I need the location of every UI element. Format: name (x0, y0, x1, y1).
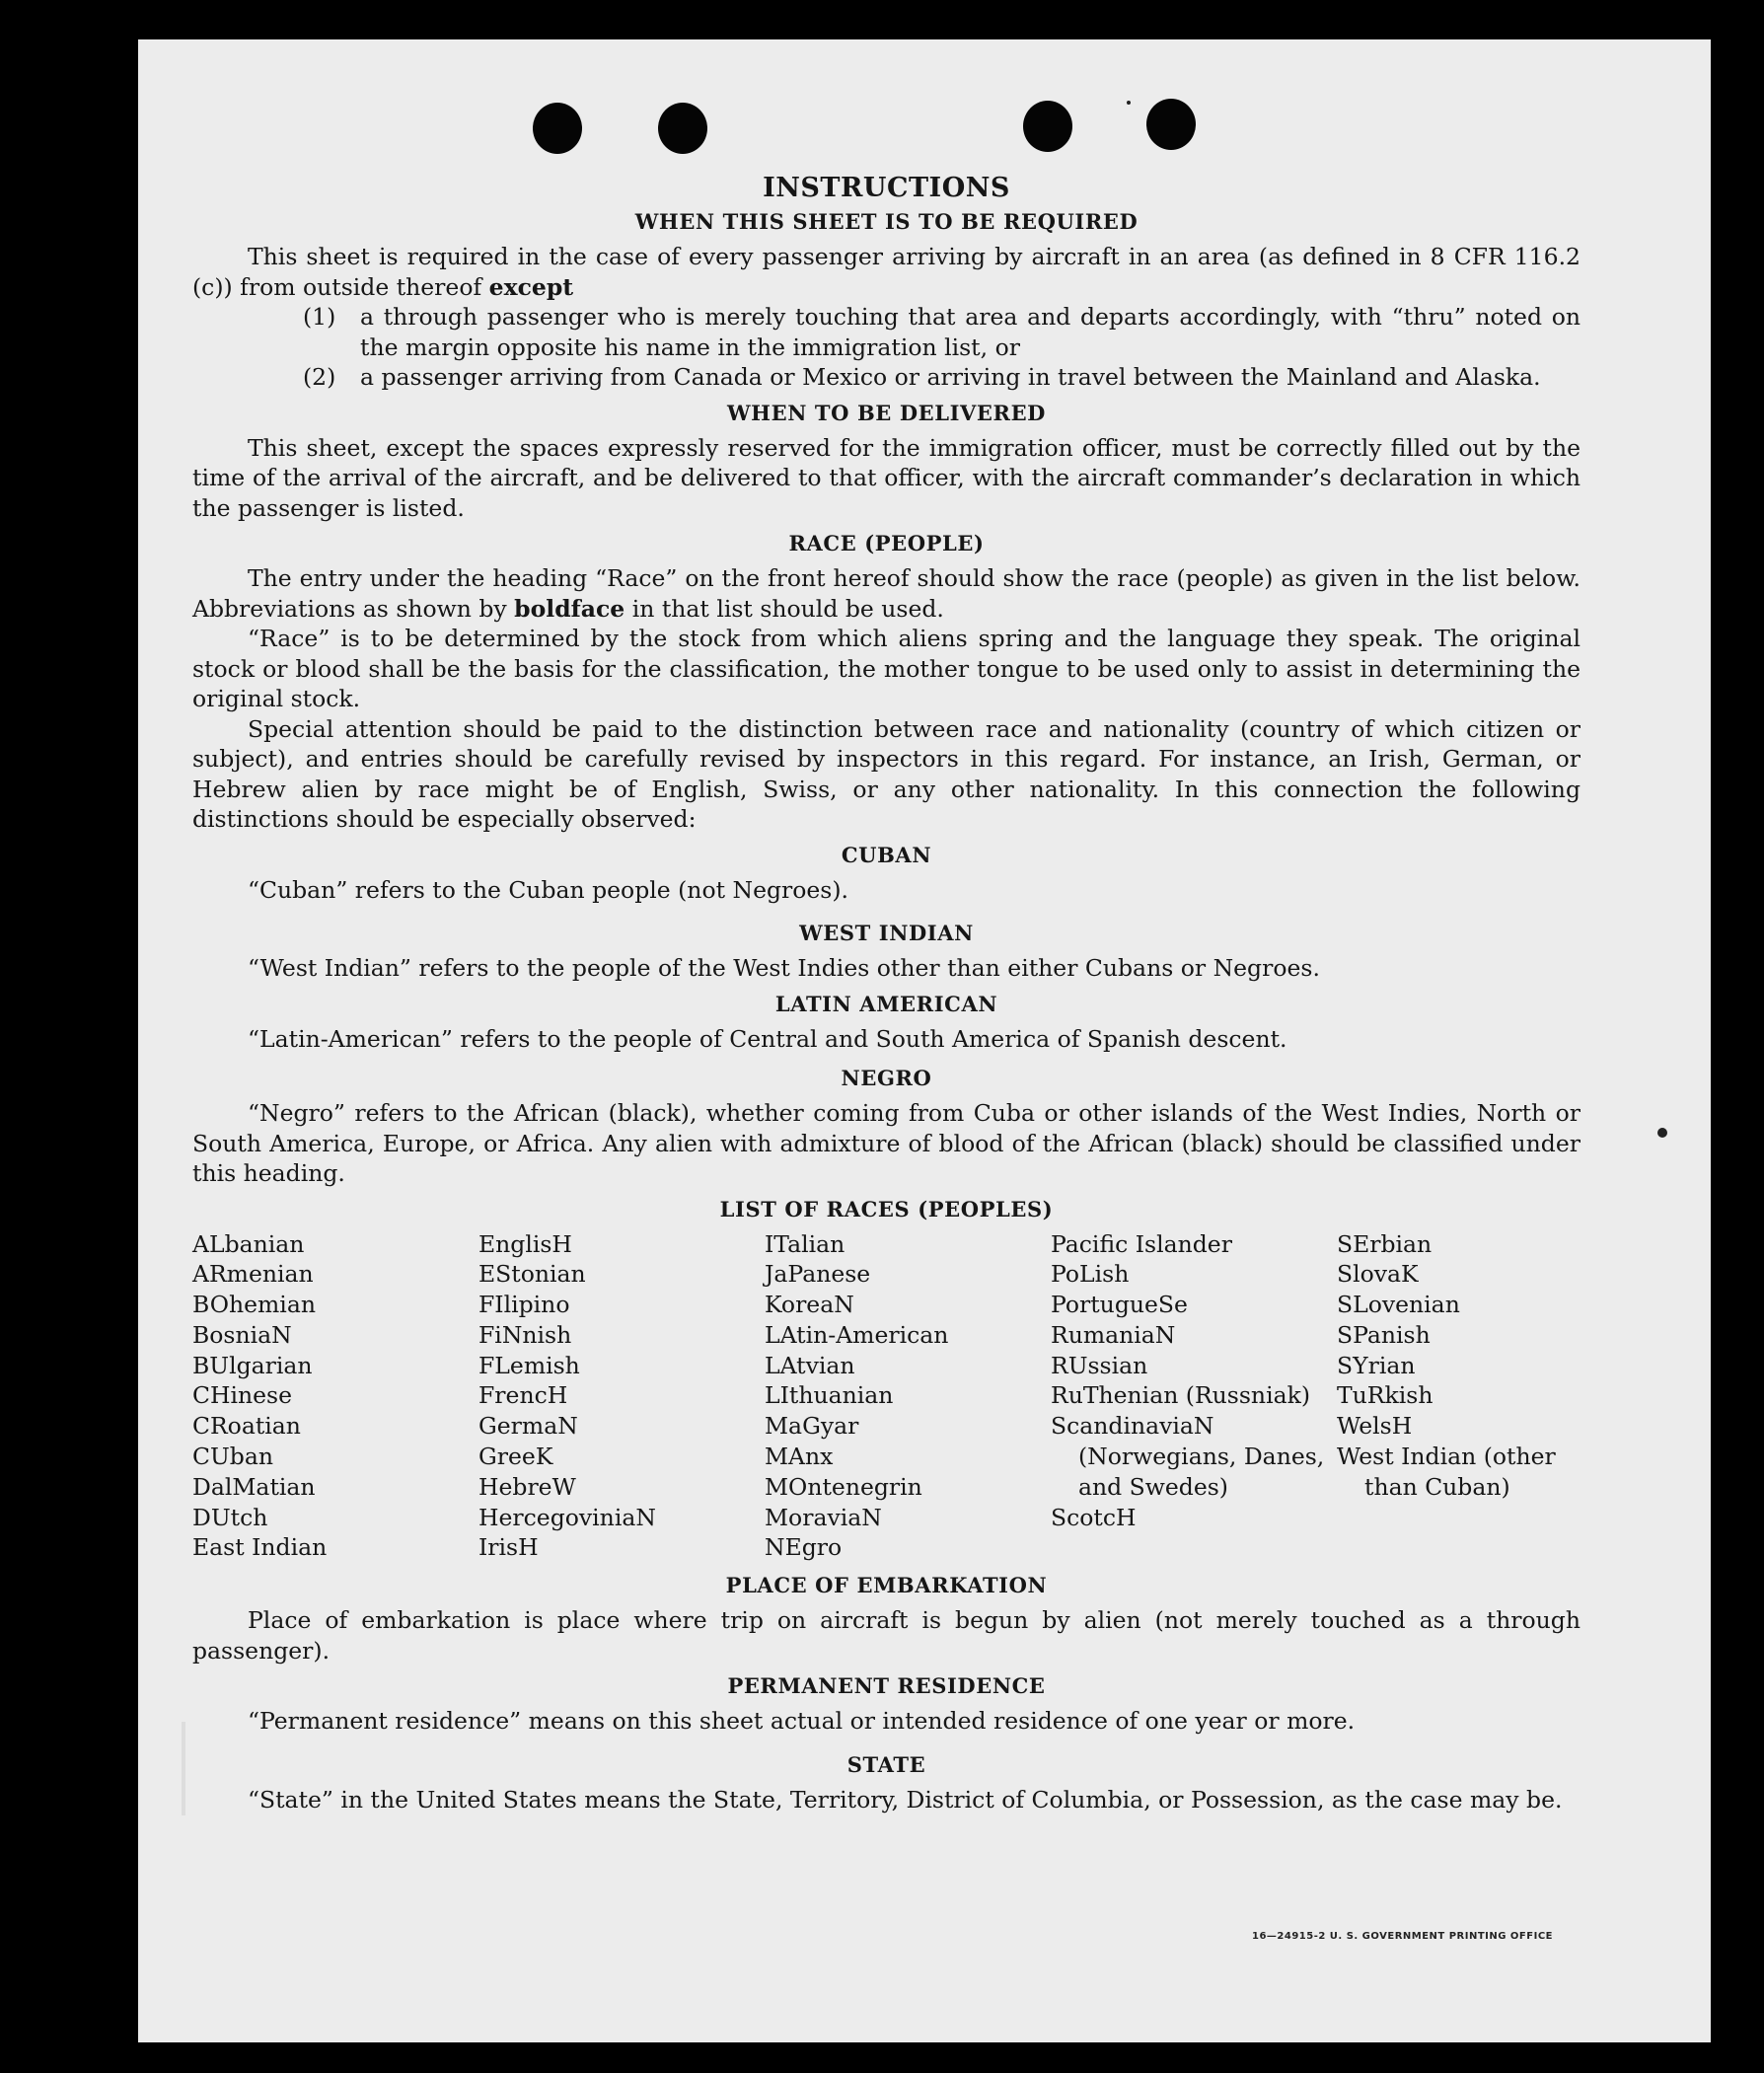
race-list-item: SlovaK (1337, 1260, 1419, 1289)
race-list-item: ScotcH (1051, 1503, 1137, 1531)
heading-state: STATE (846, 1751, 926, 1777)
race-list-item: FiNnish (478, 1320, 572, 1349)
exception-item (192, 362, 1580, 393)
margin-mark (182, 1722, 185, 1815)
race-list-item: HercegoviniaN (478, 1503, 656, 1531)
race-paragraph-1 (192, 563, 1580, 624)
race-list-item: IrisH (478, 1533, 539, 1562)
race-list-item: FIlipino (478, 1291, 570, 1319)
exception-text: a through passenger who is merely touching that area and departs accordingly, with “thru” noted on the margin opposite his name in the immigration list, or (360, 303, 1580, 361)
cuban-text: “Cuban” refers to the Cuban people (not Negroes). (248, 875, 849, 904)
race-list-item: LIthuanian (765, 1381, 894, 1410)
race-list-item: CHinese (192, 1381, 292, 1410)
exception-number: (2) (303, 363, 336, 391)
heading-permanent-residence: PERMANENT RESIDENCE (727, 1673, 1046, 1699)
race-list-item: KoreaN (765, 1291, 854, 1319)
race-list-item: MaGyar (765, 1412, 859, 1441)
exception-text: a passenger arriving from Canada or Mexico or arriving in travel between the Mainland and Alaska. (360, 363, 1541, 391)
heading-list-of-races: LIST OF RACES (PEOPLES) (719, 1196, 1054, 1222)
race-list-item: GreeK (478, 1443, 553, 1471)
race-list-item: BosniaN (192, 1320, 292, 1349)
race-list-item: MOntenegrin (765, 1472, 922, 1501)
heading-race: RACE (PEOPLE) (788, 531, 985, 555)
speck-mark (1657, 1128, 1667, 1138)
heading-when-delivered: WHEN TO BE DELIVERED (726, 400, 1046, 425)
race-list-item: HebreW (478, 1472, 576, 1501)
race-column (478, 1229, 765, 1564)
exception-item (192, 302, 1580, 362)
race-list-item: PortugueSe (1051, 1291, 1188, 1319)
when-required-intro-text: This sheet is required in the case of every passenger arriving by aircraft in an area (as defined in 8 CFR 116.2 (c)) from outside thereof (192, 243, 1580, 301)
race-paragraph-3: Special attention should be paid to the distinction between race and nationality (country of which citizen or subject), and entries should be carefully revised by inspectors in this regard. For instance, an Irish, German, or Hebrew alien by race might be of English, Swiss, or any other nationality. In this connection the following distinctions should be especially observed: (192, 714, 1580, 833)
race-list-item: FLemish (478, 1351, 580, 1379)
race-column (765, 1229, 1051, 1564)
race-list-item: EStonian (478, 1260, 586, 1289)
exception-number: (1) (303, 303, 336, 331)
punch-hole (1146, 99, 1196, 150)
race-list-item: West Indian (other than Cuban) (1337, 1443, 1556, 1501)
latin-american-text: “Latin-American” refers to the people of Central and South America of Spanish descent. (248, 1024, 1287, 1053)
heading-negro: NEGRO (841, 1066, 932, 1090)
heading-west-indian: WEST INDIAN (799, 921, 974, 945)
race-list-item: RuThenian (Russniak) (1051, 1381, 1310, 1410)
race-p1-boldface: boldface (514, 594, 625, 623)
race-list-item: TuRkish (1337, 1381, 1433, 1410)
race-column (1051, 1229, 1337, 1564)
race-list-item: JaPanese (765, 1260, 871, 1289)
race-list-item: LAtvian (765, 1351, 855, 1379)
race-list-item: RUssian (1051, 1351, 1148, 1379)
race-list (192, 1229, 1580, 1564)
race-list-item: SPanish (1337, 1320, 1431, 1349)
race-list-item: CUban (192, 1443, 273, 1471)
page-title: INSTRUCTIONS (763, 173, 1010, 203)
when-delivered-text: This sheet, except the spaces expressly reserved for the immigration officer, must be correctly filled out by the time of the arrival of the aircraft, and be delivered to that officer, with the aircraft commander’s declaration in which the passenger is listed. (192, 433, 1580, 522)
speck-mark (1127, 101, 1131, 105)
race-list-item: ALbanian (192, 1229, 305, 1258)
race-list-item: RumaniaN (1051, 1320, 1176, 1349)
state-text: “State” in the United States means the State, Territory, District of Columbia, or Possession, as the case may be. (248, 1785, 1563, 1814)
race-list-item: GermaN (478, 1412, 578, 1441)
heading-latin-american: LATIN AMERICAN (774, 991, 998, 1016)
race-list-item: Pacific Islander (1051, 1229, 1232, 1258)
race-list-item: BUlgarian (192, 1351, 313, 1379)
punch-hole (1023, 101, 1072, 152)
punch-hole (658, 103, 707, 154)
race-p1-before: The entry under the heading “Race” on the front hereof should show the race (people) as given in the list below. Abbreviations as shown by (192, 564, 1580, 623)
race-column (192, 1229, 478, 1564)
race-list-item: SErbian (1337, 1229, 1433, 1258)
race-list-item: East Indian (192, 1533, 328, 1562)
west-indian-text: “West Indian” refers to the people of the West Indies other than either Cubans or Negroes. (248, 954, 1320, 982)
race-list-item: ARmenian (192, 1260, 314, 1289)
race-list-item: CRoatian (192, 1412, 301, 1441)
race-list-item: BOhemian (192, 1291, 316, 1319)
race-list-item: MoraviaN (765, 1503, 882, 1531)
heading-when-required: WHEN THIS SHEET IS TO BE REQUIRED (634, 209, 1139, 234)
race-list-item: DUtch (192, 1503, 268, 1531)
heading-place-of-embarkation: PLACE OF EMBARKATION (725, 1573, 1048, 1598)
race-list-item: NEgro (765, 1533, 843, 1562)
permanent-residence-text: “Permanent residence” means on this sheet actual or intended residence of one year or more. (248, 1707, 1356, 1736)
negro-text: “Negro” refers to the African (black), whether coming from Cuba or other islands of the West Indies, North or South America, Europe, or Africa. Any alien with admixture of blood of the African (black) should be classified under this heading. (192, 1099, 1580, 1187)
when-required-except: except (488, 272, 574, 301)
document-page (138, 39, 1711, 2042)
punch-hole (533, 103, 582, 154)
race-list-item: PoLish (1051, 1260, 1130, 1289)
when-required-intro (192, 242, 1580, 302)
printing-office-code: 16—24915-2 U. S. GOVERNMENT PRINTING OFFICE (1252, 1931, 1553, 1942)
race-list-item: DalMatian (192, 1472, 316, 1501)
race-list-item: MAnx (765, 1443, 834, 1471)
race-paragraph-2: “Race” is to be determined by the stock from which aliens spring and the language they speak. The original stock or blood shall be the basis for the classification, the mother tongue to be used only to assist in determining the original stock. (192, 625, 1580, 712)
heading-cuban: CUBAN (841, 842, 932, 867)
race-list-item: LAtin-American (765, 1320, 949, 1349)
race-list-item: WelsH (1337, 1412, 1413, 1441)
race-list-item: ScandinaviaN (Norwegians, Danes, and Swedes) (1051, 1412, 1325, 1501)
race-list-item: FrencH (478, 1381, 568, 1410)
race-list-item: SYrian (1337, 1351, 1416, 1379)
race-list-item: SLovenian (1337, 1291, 1460, 1319)
race-column (1337, 1229, 1580, 1564)
place-of-embarkation-text: Place of embarkation is place where trip on aircraft is begun by alien (not merely touched as a through passenger). (192, 1606, 1580, 1665)
race-list-item: EnglisH (478, 1229, 572, 1258)
race-list-item: ITalian (765, 1229, 845, 1258)
race-p1-after: in that list should be used. (625, 594, 944, 623)
instructions-content (192, 173, 1580, 1814)
